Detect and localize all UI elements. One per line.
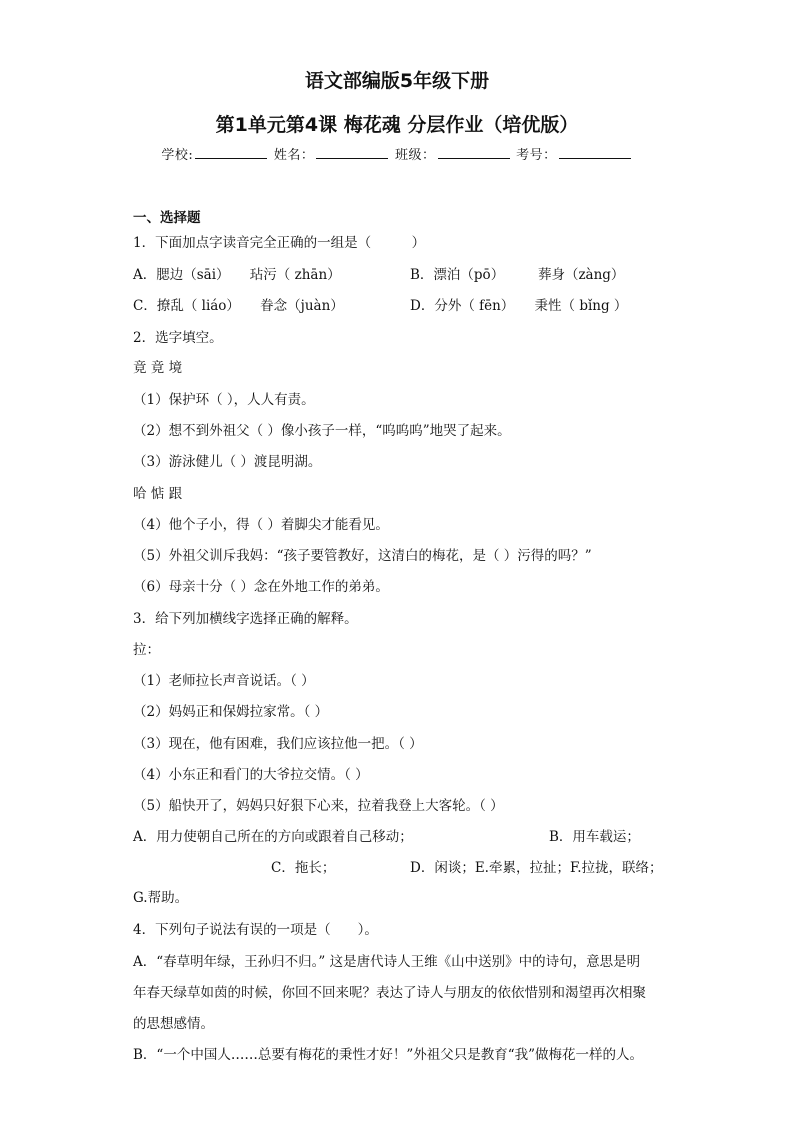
exam-number-field[interactable] [559, 146, 631, 159]
q2-char-group-2: 哈 惦 跟 [133, 486, 183, 502]
q2-item-5: （5）外祖父训斥我妈：“孩子要管教好，这清白的梅花，是（ ）污得的吗？” [133, 548, 592, 564]
q1-option-a[interactable]: A．腮边（sāi） 玷污（ zhān） [133, 267, 341, 283]
q4-option-b[interactable]: B．“一个中国人……总要有梅花的秉性才好！”外祖父只是教育“我”做梅花一样的人。 [133, 1047, 644, 1063]
q3-item-3: （3）现在，他有困难，我们应该拉他一把。（ ） [133, 736, 423, 752]
school-field[interactable] [195, 146, 267, 159]
q4-stem: 4．下列句子说法有误的一项是（ ）。 [133, 922, 378, 938]
section-title: 一、选择题 [133, 210, 201, 226]
q3-option-d-e-f: D．闲谈；E.牵累，拉扯；F.拉拢，联络； [410, 860, 663, 876]
q3-option-c: C．拖长； [271, 860, 336, 876]
q2-item-3: （3）游泳健儿（ ）渡昆明湖。 [133, 454, 322, 470]
class-field[interactable] [438, 146, 510, 159]
name-label: 姓名： [273, 148, 315, 163]
q3-stem: 3．给下列加横线字选择正确的解释。 [133, 611, 358, 627]
q3-option-b: B．用车载运； [549, 829, 640, 845]
q3-item-4: （4）小东正和看门的大爷拉交情。（ ） [133, 767, 369, 783]
q2-item-2: （2）想不到外祖父（ ）像小孩子一样，“呜呜呜”地哭了起来。 [133, 423, 511, 439]
q1-stem: 1．下面加点字读音完全正确的一组是（ ） [133, 235, 426, 251]
q2-item-4: （4）他个子小，得（ ）着脚尖才能看见。 [133, 517, 389, 533]
worksheet-title: 语文部编版5年级下册 [304, 70, 490, 92]
q3-option-a: A．用力使朝自己所在的方向或跟着自己移动； [133, 829, 413, 845]
q4-option-a-line-3[interactable]: 的思想感情。 [133, 1016, 214, 1032]
worksheet-subtitle: 第1单元第4课 梅花魂 分层作业（培优版） [215, 114, 579, 136]
exam-number-label: 考号： [516, 148, 557, 163]
q1-option-c[interactable]: C．撩乱（ liáo） 眷念（juàn） [133, 298, 344, 314]
class-label: 班级： [395, 148, 436, 163]
q3-option-g: G.帮助。 [133, 890, 189, 906]
name-field[interactable] [316, 146, 388, 159]
q3-item-2: （2）妈妈正和保姆拉家常。（ ） [133, 704, 329, 720]
q4-option-a-line-2[interactable]: 年春天绿草如茵的时候，你回不回来呢？表达了诗人与朋友的依依惜别和渴望再次相聚 [133, 985, 646, 1001]
q2-item-1: （1）保护环（ ），人人有责。 [133, 392, 315, 408]
q3-item-1: （1）老师拉长声音说话。（ ） [133, 673, 315, 689]
school-label: 学校: [161, 148, 194, 163]
q1-option-b[interactable]: B．漂泊（pō） 葬身（zàng） [410, 267, 625, 283]
q2-stem: 2．选字填空。 [133, 330, 223, 346]
student-info-row [0, 144, 794, 163]
q2-char-group-1: 竟 竟 境 [133, 360, 183, 376]
q3-item-5: （5）船快开了，妈妈只好狠下心来，拉着我登上大客轮。（ ） [133, 798, 504, 814]
q3-word: 拉： [133, 642, 160, 658]
q1-option-d[interactable]: D．分外（ fēn） 秉性（ bǐng ） [410, 298, 628, 314]
q2-item-6: （6）母亲十分（ ）念在外地工作的弟弟。 [133, 579, 389, 595]
q4-option-a-line-1[interactable]: A．“春草明年绿，王孙归不归。” 这是唐代诗人王维《山中送别》中的诗句，意思是明 [133, 954, 641, 970]
